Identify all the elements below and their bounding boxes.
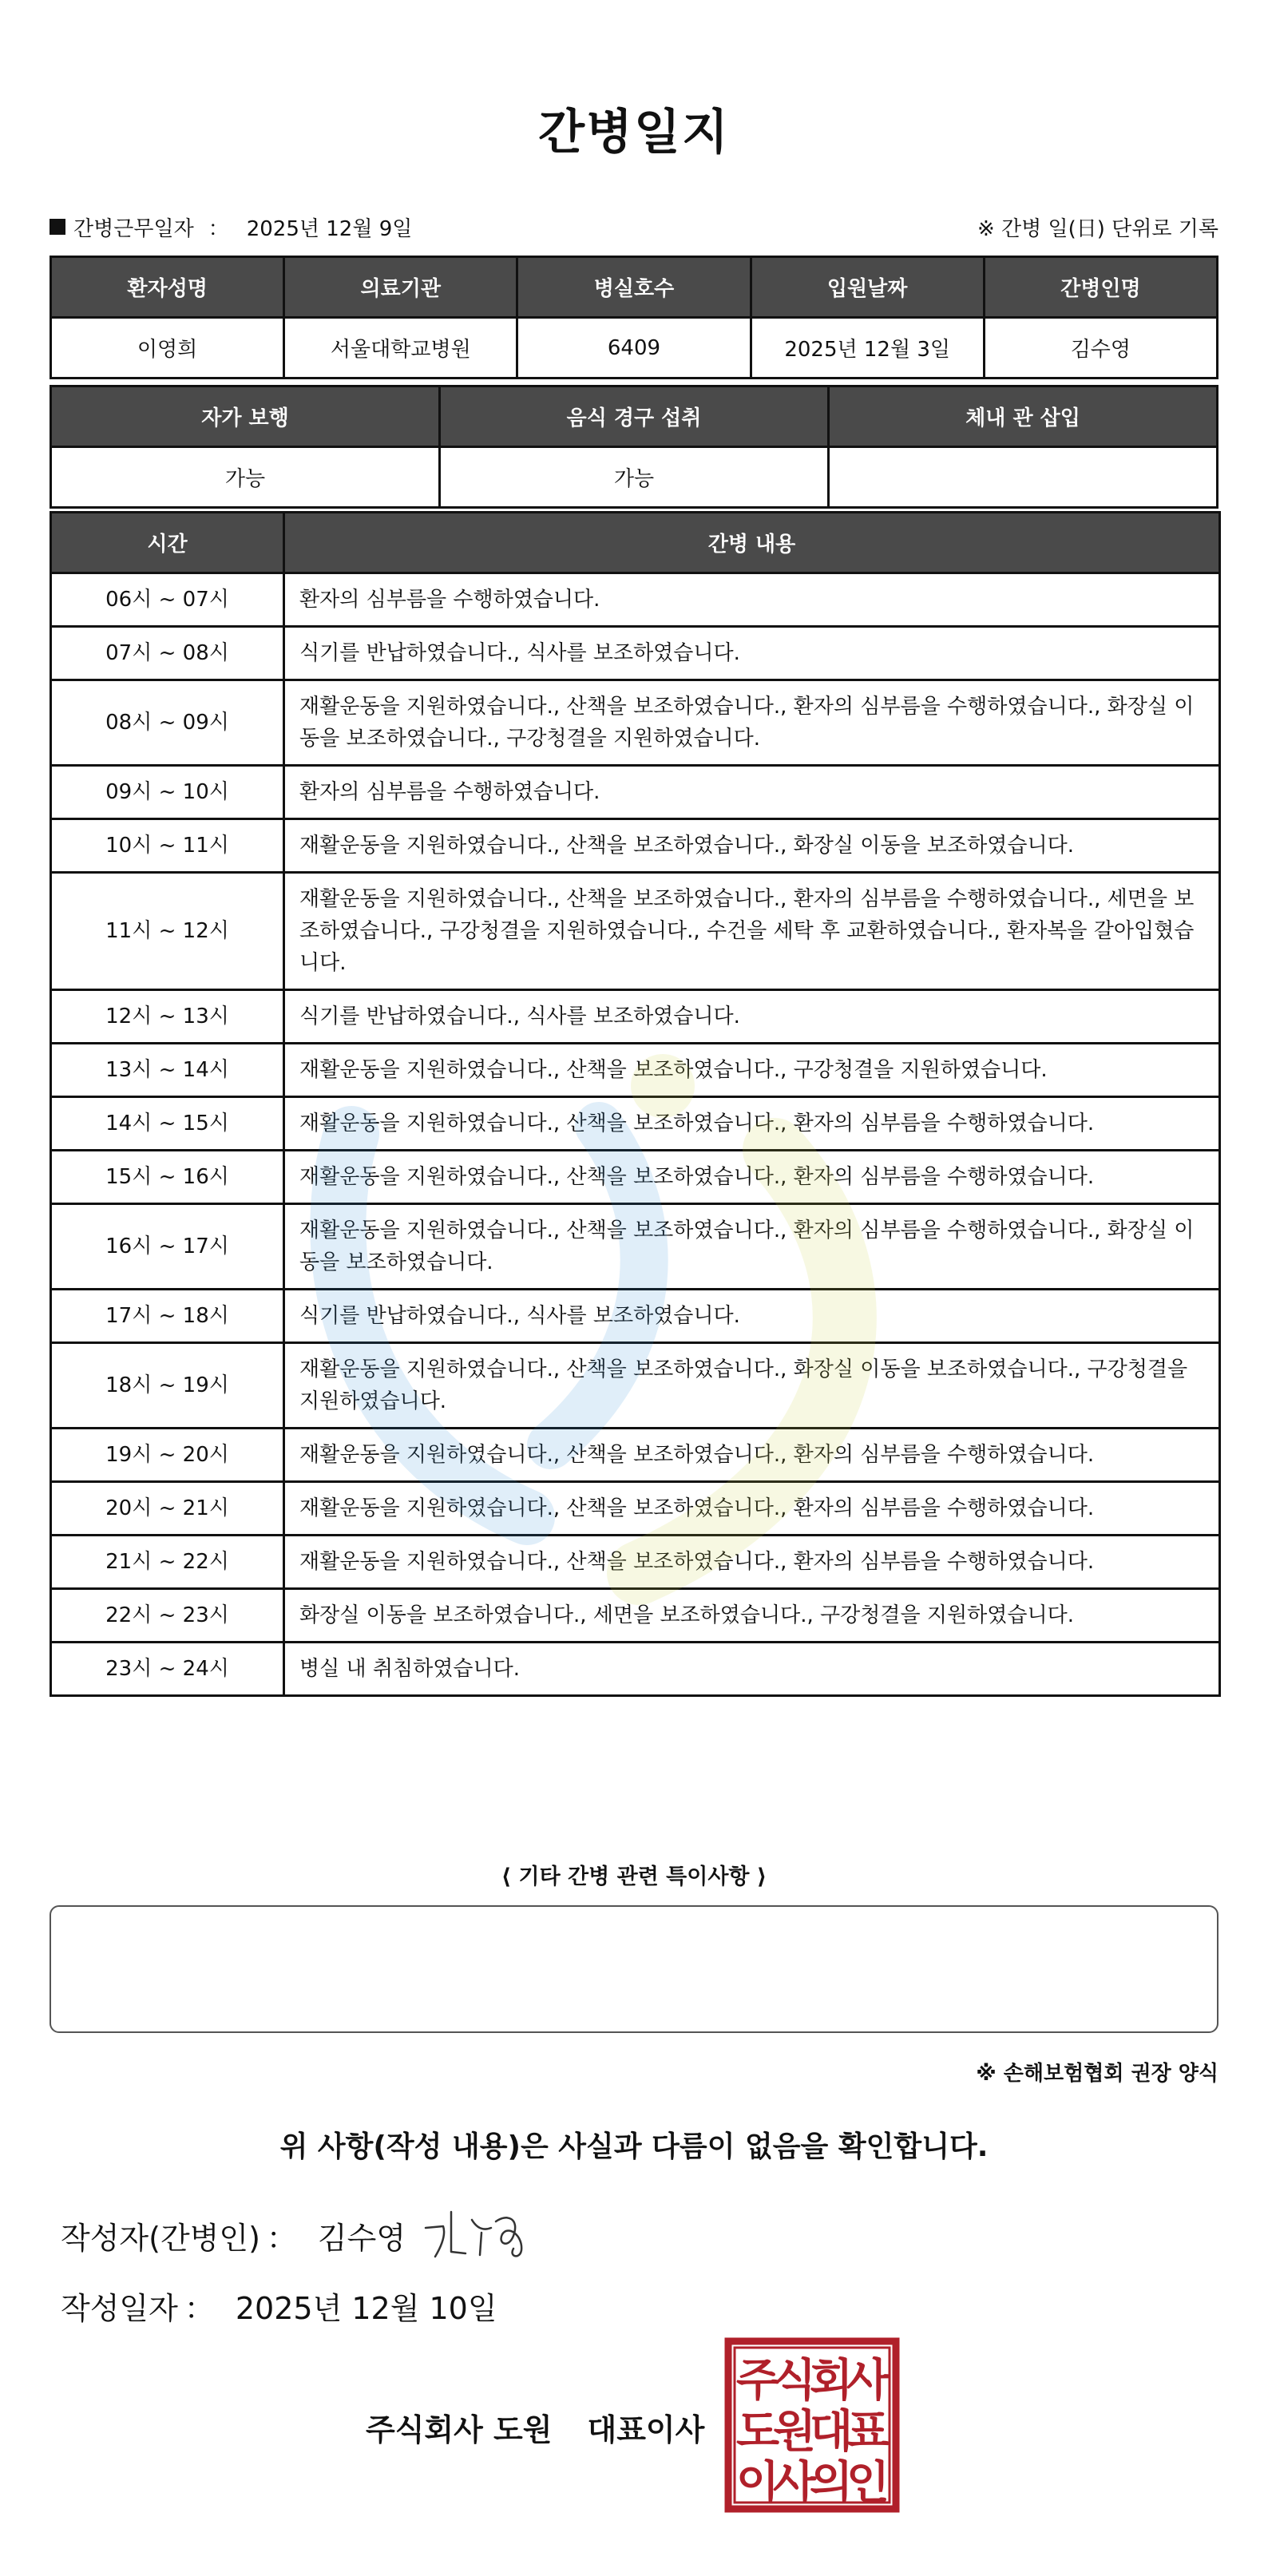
log-content: 식기를 반납하였습니다., 식사를 보조하였습니다.: [284, 990, 1220, 1044]
patient-info-header-row: [51, 257, 1218, 318]
unit-note: ※ 간병 일(日) 단위로 기록: [977, 216, 1218, 241]
log-time: 10시 ~ 11시: [51, 819, 284, 873]
table-row: [51, 1290, 1220, 1343]
admission-date: 2025년 12월 3일: [751, 318, 984, 378]
writer-line: [61, 2213, 406, 2257]
table-row: [51, 819, 1220, 873]
patient-status-value-row: [51, 447, 1218, 508]
log-time: 18시 ~ 19시: [51, 1343, 284, 1429]
log-time: 22시 ~ 23시: [51, 1589, 284, 1643]
writer-separator: ：: [266, 2221, 297, 2256]
log-time: 08시 ~ 09시: [51, 680, 284, 766]
log-time: 12시 ~ 13시: [51, 990, 284, 1044]
log-time: 09시 ~ 10시: [51, 766, 284, 819]
svg-text:의: 의: [809, 2457, 854, 2509]
header-admission-date: 입원날짜: [751, 257, 984, 318]
table-row: [51, 1643, 1220, 1696]
svg-text:사: 사: [846, 2355, 890, 2407]
caregiver-name: 김수영: [984, 318, 1217, 378]
table-row: [51, 1482, 1220, 1536]
header-hospital: 의료기관: [284, 257, 517, 318]
svg-text:주: 주: [735, 2355, 780, 2407]
work-date-label: 간병근무일자: [73, 216, 194, 241]
written-date-label: 작성일자: [61, 2291, 178, 2326]
log-time: 19시 ~ 20시: [51, 1429, 284, 1482]
log-content: 재활운동을 지원하였습니다., 산책을 보조하였습니다., 환자의 심부름을 수행하였습니다., 화장실 이동을 보조하였습니다., 구강청결을 지원하였습니다.: [284, 680, 1220, 766]
log-content: 환자의 심부름을 수행하였습니다.: [284, 766, 1220, 819]
patient-info-value-row: [51, 318, 1218, 378]
log-content: 재활운동을 지원하였습니다., 산책을 보조하였습니다., 환자의 심부름을 수행하였습니다.: [284, 1536, 1220, 1589]
svg-text:인: 인: [846, 2457, 890, 2509]
log-time: 07시 ~ 08시: [51, 627, 284, 680]
svg-text:표: 표: [846, 2406, 890, 2458]
svg-text:이: 이: [735, 2457, 780, 2509]
form-note: ※ 손해보험협회 권장 양식: [976, 2062, 1218, 2086]
log-time: 14시 ~ 15시: [51, 1097, 284, 1151]
log-content: 환자의 심부름을 수행하였습니다.: [284, 573, 1220, 627]
table-row: [51, 1589, 1220, 1643]
svg-text:식: 식: [772, 2355, 817, 2407]
page-title: 간병일지: [538, 105, 730, 161]
log-time: 13시 ~ 14시: [51, 1044, 284, 1097]
care-log-body: [51, 573, 1220, 1696]
patient-name: 이영희: [51, 318, 284, 378]
table-row: [51, 1536, 1220, 1589]
square-bullet-icon: [50, 219, 65, 235]
company-representative: 대표이사: [587, 2412, 705, 2447]
log-content: 재활운동을 지원하였습니다., 산책을 보조하였습니다., 구강청결을 지원하였습니다.: [284, 1044, 1220, 1097]
patient-status-header-row: [51, 386, 1218, 447]
svg-text:사: 사: [772, 2457, 817, 2509]
room-number: 6409: [517, 318, 751, 378]
svg-text:대: 대: [809, 2406, 854, 2458]
log-time: 23시 ~ 24시: [51, 1643, 284, 1696]
header-time: 시간: [51, 513, 284, 573]
table-row: [51, 873, 1220, 990]
log-time: 11시 ~ 12시: [51, 873, 284, 990]
log-content: 식기를 반납하였습니다., 식사를 보조하였습니다.: [284, 1290, 1220, 1343]
header-caregiver-name: 간병인명: [984, 257, 1217, 318]
log-content: 재활운동을 지원하였습니다., 산책을 보조하였습니다., 환자의 심부름을 수행하였습니다.: [284, 1429, 1220, 1482]
writer-label: 작성자(간병인): [61, 2221, 260, 2256]
log-content: 재활운동을 지원하였습니다., 산책을 보조하였습니다., 환자의 심부름을 수행하였습니다.: [284, 1482, 1220, 1536]
header-room: 병실호수: [517, 257, 751, 318]
self-walking-value: 가능: [51, 447, 440, 508]
log-time: 17시 ~ 18시: [51, 1290, 284, 1343]
svg-text:도: 도: [735, 2406, 780, 2458]
header-patient-name: 환자성명: [51, 257, 284, 318]
writer-name: 김수영: [317, 2221, 406, 2256]
log-content: 병실 내 취침하였습니다.: [284, 1643, 1220, 1696]
log-content: 재활운동을 지원하였습니다., 산책을 보조하였습니다., 화장실 이동을 보조하였습니다.: [284, 819, 1220, 873]
hospital-name: 서울대학교병원: [284, 318, 517, 378]
log-time: 15시 ~ 16시: [51, 1151, 284, 1204]
remarks-title: ⟨ 기타 간병 관련 특이사항 ⟩: [501, 1865, 767, 1889]
work-date-separator: ：: [208, 216, 229, 241]
log-content: 재활운동을 지원하였습니다., 산책을 보조하였습니다., 환자의 심부름을 수행하였습니다.: [284, 1097, 1220, 1151]
work-date-line: [50, 211, 1218, 243]
table-row: [51, 766, 1220, 819]
log-time: 20시 ~ 21시: [51, 1482, 284, 1536]
svg-text:원: 원: [772, 2406, 817, 2458]
written-date-line: [61, 2284, 497, 2328]
written-date-separator: ：: [184, 2291, 215, 2326]
svg-text:회: 회: [809, 2355, 854, 2407]
work-date-value: 2025년 12월 9일: [246, 216, 413, 241]
tube-insertion-value: [829, 447, 1218, 508]
table-row: [51, 1429, 1220, 1482]
table-row: [51, 1044, 1220, 1097]
company-name: 주식회사 도원: [366, 2412, 553, 2447]
oral-intake-value: 가능: [440, 447, 829, 508]
table-row: [51, 573, 1220, 627]
table-row: [51, 990, 1220, 1044]
log-time: 06시 ~ 07시: [51, 573, 284, 627]
company-seal-stamp: [723, 2336, 901, 2514]
header-tube-insertion: 체내 관 삽입: [829, 386, 1218, 447]
patient-status-table: [50, 385, 1218, 509]
header-self-walking: 자가 보행: [51, 386, 440, 447]
care-log-table: [50, 511, 1221, 1697]
log-content: 재활운동을 지원하였습니다., 산책을 보조하였습니다., 환자의 심부름을 수행하였습니다., 화장실 이동을 보조하였습니다.: [284, 1204, 1220, 1290]
table-row: [51, 627, 1220, 680]
log-content: 재활운동을 지원하였습니다., 산책을 보조하였습니다., 환자의 심부름을 수행하였습니다.: [284, 1151, 1220, 1204]
confirmation-statement: 위 사항(작성 내용)은 사실과 다름이 없음을 확인합니다.: [279, 2130, 989, 2163]
header-oral-intake: 음식 경구 섭취: [440, 386, 829, 447]
header-care-content: 간병 내용: [284, 513, 1220, 573]
care-log-header-row: [51, 513, 1220, 573]
log-time: 16시 ~ 17시: [51, 1204, 284, 1290]
log-content: 화장실 이동을 보조하였습니다., 세면을 보조하였습니다., 구강청결을 지원하였습니다.: [284, 1589, 1220, 1643]
log-time: 21시 ~ 22시: [51, 1536, 284, 1589]
table-row: [51, 1204, 1220, 1290]
table-row: [51, 1343, 1220, 1429]
log-content: 재활운동을 지원하였습니다., 산책을 보조하였습니다., 환자의 심부름을 수행하였습니다., 세면을 보조하였습니다., 구강청결을 지원하였습니다., 수건을 세탁 후 교환하였습니다., 환자복을 갈아입혔습니다.: [284, 873, 1220, 990]
company-line: [366, 2405, 704, 2449]
log-content: 식기를 반납하였습니다., 식사를 보조하였습니다.: [284, 627, 1220, 680]
table-row: [51, 680, 1220, 766]
log-content: 재활운동을 지원하였습니다., 산책을 보조하였습니다., 화장실 이동을 보조하였습니다., 구강청결을 지원하였습니다.: [284, 1343, 1220, 1429]
patient-info-table: [50, 256, 1218, 379]
table-row: [51, 1151, 1220, 1204]
handwritten-signature: [419, 2204, 555, 2268]
written-date-value: 2025년 12월 10일: [235, 2291, 497, 2326]
table-row: [51, 1097, 1220, 1151]
work-date-group: [50, 212, 412, 242]
remarks-box[interactable]: [50, 1905, 1218, 2033]
